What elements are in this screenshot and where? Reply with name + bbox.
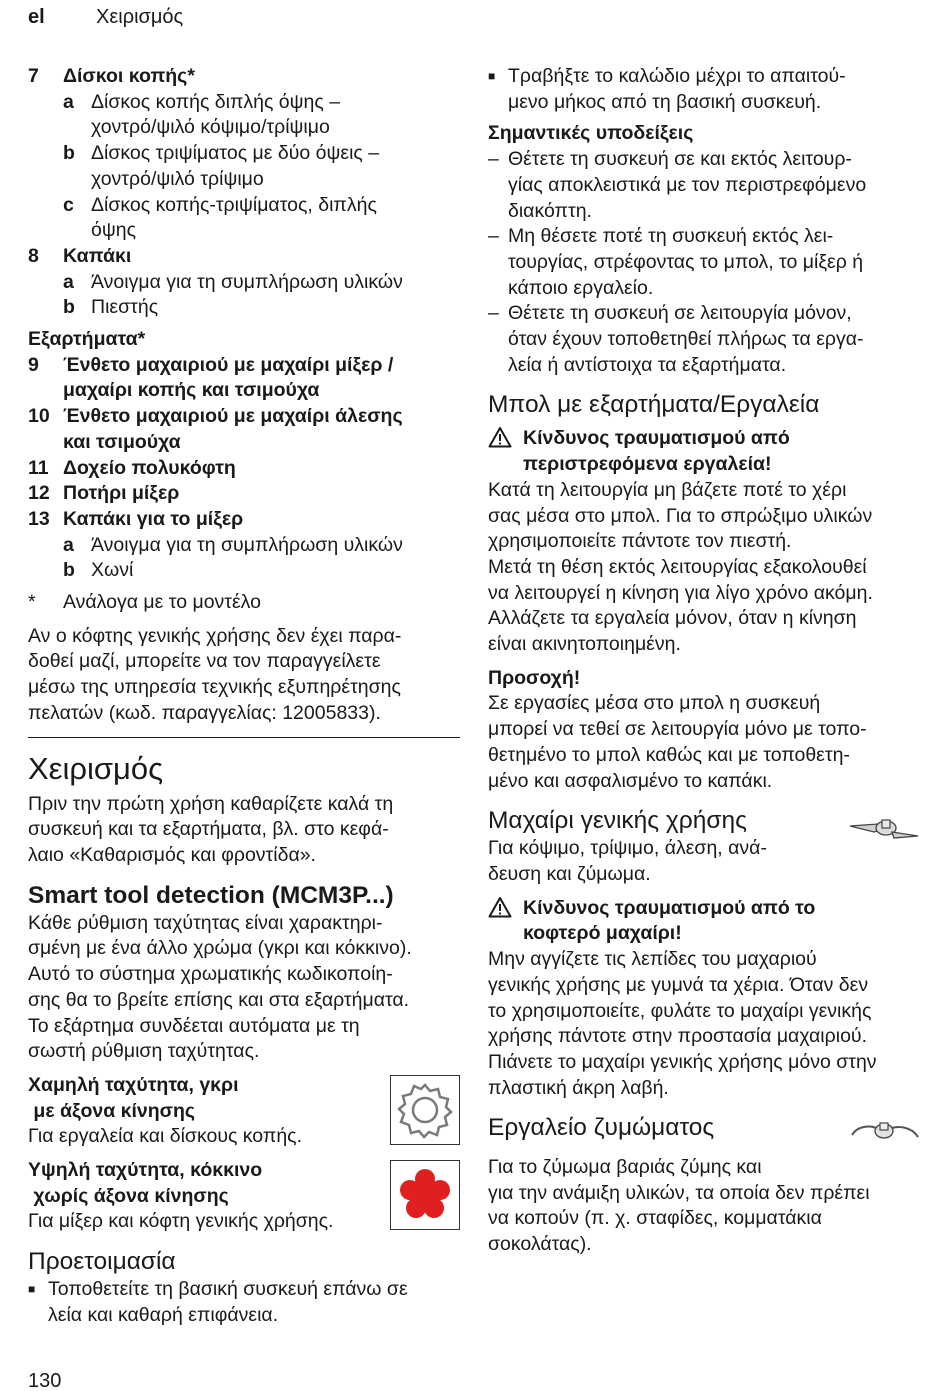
accessories-title: Εξαρτήματα* bbox=[28, 328, 146, 351]
note-item: – Θέτετε τη συσκευή σε και εκτός λειτουρ- γίας αποκλειστικά με τον περιστρεφόμενο διακόπτη. bbox=[488, 148, 867, 222]
page-header bbox=[28, 6, 183, 29]
caution-text: Σε εργασίες μέσα στο μπολ η συσκευή μπορεί να τεθεί σε λειτουργία μόνο με τοπο- θετημένο το μπολ καθώς και με τοποθετη- μένο και ασφαλισμένο το καπάκι. bbox=[488, 692, 867, 792]
knife-heading: Μαχαίρι γενικής χρήσης bbox=[488, 807, 747, 835]
low-speed-block: Χαμηλή ταχύτητα, γκρι με άξονα κίνησης Για εργαλεία και δίσκους κοπής. bbox=[28, 1073, 460, 1150]
list-item-10: 10 Ένθετο μαχαιριού με μαχαίρι άλεσης και τσιμούχα bbox=[28, 405, 403, 453]
cable-bullet: ■ Τραβήξτε το καλώδιο μέχρι το απαιτού- μενο μήκος από τη βασική συσκευή. bbox=[488, 65, 846, 113]
header-section: Χειρισμός bbox=[96, 6, 184, 28]
smart-tool-text: Κάθε ρύθμιση ταχύτητας είναι χαρακτηρι- σμένη με ένα άλλο χρώμα (γκρι και κόκκινο). Αυτό το σύστημα χρωματικής κωδικοποίη- σης θα το βρείτε επίσης και στα εξαρτήματα. Το εξάρτημα συνδέεται αυτόματα με τη σωστή ρύθμιση ταχύτητας. bbox=[28, 911, 412, 1063]
dough-text: Για το ζύμωμα βαριάς ζύμης και για την ανάμιξη υλικών, τα οποία δεν πρέπει να κοπούν (π. χ. σταφίδες, κομματάκια σοκολάτας). bbox=[488, 1156, 870, 1256]
page-number: 130 bbox=[28, 1370, 62, 1391]
list-item-9: 9 Ένθετο μαχαιριού με μαχαίρι μίξερ / μαχαίρι κοπής και τσιμούχα bbox=[28, 353, 394, 402]
knife-section-head: Μαχαίρι γενικής χρήσης Για κόψιμο, τρίψιμο, άλεση, ανά- δευση και ζύμωμα. bbox=[488, 806, 920, 887]
warning-rotating-tools: Κίνδυνος τραυματισμού από περιστρεφόμενα εργαλεία! bbox=[488, 426, 920, 477]
bowl-heading: Μπολ με εξαρτήματα/Εργαλεία bbox=[488, 391, 820, 419]
knife-text: Μην αγγίζετε τις λεπίδες του μαχαριού γενικής χρήσης με γυμνά τα χέρια. Όταν δεν το χρησιμοποιείτε, φυλάτε το μαχαίρι γενικής χρήσης πάντοτε στην προστασία μαχαιριού. Πιάνετε το μαχαίρι γενικής χρήσης μόνο στην πλαστική άκρη λαβή. bbox=[488, 948, 877, 1099]
warning-triangle-icon bbox=[488, 896, 523, 947]
preparation-heading: Προετοιμασία bbox=[28, 1248, 176, 1276]
section-divider bbox=[28, 737, 460, 738]
operation-text: Πριν την πρώτη χρήση καθαρίζετε καλά τη συσκευή και τα εξαρτήματα, βλ. στο κεφά- λαιο «Καθαρισμός και φροντίδα». bbox=[28, 792, 394, 866]
dough-section-head bbox=[488, 1113, 920, 1155]
language-code: el bbox=[28, 6, 45, 28]
list-item-12: 12 Ποτήρι μίξερ bbox=[28, 482, 180, 505]
caution-title: Προσοχή! bbox=[488, 666, 581, 689]
list-subitem: a Δίσκος κοπής διπλής όψης – χοντρό/ψιλό κόψιμο/τρίψιμο bbox=[63, 90, 341, 139]
list-subitem: b Χωνί bbox=[63, 559, 134, 582]
operation-heading: Χειρισμός bbox=[28, 750, 164, 786]
right-column bbox=[488, 64, 920, 1258]
list-item-8: 8 Καπάκι bbox=[28, 244, 132, 267]
list-item-13: 13 Καπάκι για το μίξερ bbox=[28, 507, 244, 530]
warning-triangle-icon bbox=[488, 426, 523, 477]
footnote: * Ανάλογα με το μοντέλο bbox=[28, 591, 261, 614]
left-column bbox=[28, 64, 460, 1329]
dough-tool-icon bbox=[848, 1115, 920, 1155]
order-note: Αν ο κόφτης γενικής χρήσης δεν έχει παρα- δοθεί μαζί, μπορείτε να τον παραγγείλετε μέσω της υπηρεσία τεχνικής εξυπηρέτησης πελατών (κωδ. παραγγελίας: 12005833). bbox=[28, 624, 402, 724]
list-subitem: a Άνοιγμα για τη συμπλήρωση υλικών bbox=[63, 533, 403, 556]
list-subitem: a Άνοιγμα για τη συμπλήρωση υλικών bbox=[63, 270, 403, 293]
prep-bullet: ■ Τοποθετείτε τη βασική συσκευή επάνω σε λεία και καθαρή επιφάνεια. bbox=[28, 1278, 408, 1326]
note-item: – Θέτετε τη συσκευή σε λειτουργία μόνον, όταν έχουν τοποθετηθεί πλήρως τα εργα- λεία ή αντίστοιχα τα εξαρτήματα. bbox=[488, 302, 864, 376]
warning-sharp-knife: Κίνδυνος τραυματισμού από το κοφτερό μαχαίρι! bbox=[488, 896, 920, 947]
bowl-text: Κατά τη λειτουργία μη βάζετε ποτέ το χέρι σας μέσα στο μπολ. Για το σπρώξιμο υλικών χρησιμοποιείτε πάντοτε τον πιεστή. Μετά τη θέση εκτός λειτουργίας εξακολουθεί να λειτουργεί η κίνηση για λίγο χρόνο ακόμη. Αλλάζετε τα εργαλεία μόνον, όταν η κίνηση είναι ακινητοποιημένη. bbox=[488, 478, 873, 656]
gray-gear-icon bbox=[390, 1075, 460, 1145]
important-notes-title: Σημαντικές υποδείξεις bbox=[488, 122, 694, 145]
note-item: – Μη θέσετε ποτέ τη συσκευή εκτός λει- τουργίας, στρέφοντας το μπολ, το μίξερ ή κάποιο εργαλείο. bbox=[488, 225, 864, 299]
list-item-7: 7 Δίσκοι κοπής* bbox=[28, 65, 195, 87]
list-subitem: b Δίσκος τριψίματος με δύο όψεις – χοντρό/ψιλό τρίψιμο bbox=[63, 142, 380, 190]
knife-tool-icon bbox=[848, 814, 920, 854]
dough-heading: Εργαλείο ζυμώματος bbox=[488, 1114, 715, 1142]
red-flower-icon bbox=[390, 1160, 460, 1230]
smart-tool-heading: Smart tool detection (MCM3P...) bbox=[28, 881, 394, 909]
list-subitem: b Πιεστής bbox=[63, 296, 159, 319]
list-subitem: c Δίσκος κοπής-τριψίματος, διπλής όψης bbox=[63, 193, 377, 242]
list-item-11: 11 Δοχείο πολυκόφτη bbox=[28, 456, 236, 479]
high-speed-block: Υψηλή ταχύτητα, κόκκινο χωρίς άξονα κίνησης Για μίξερ και κόφτη γενικής χρήσης. bbox=[28, 1158, 460, 1235]
